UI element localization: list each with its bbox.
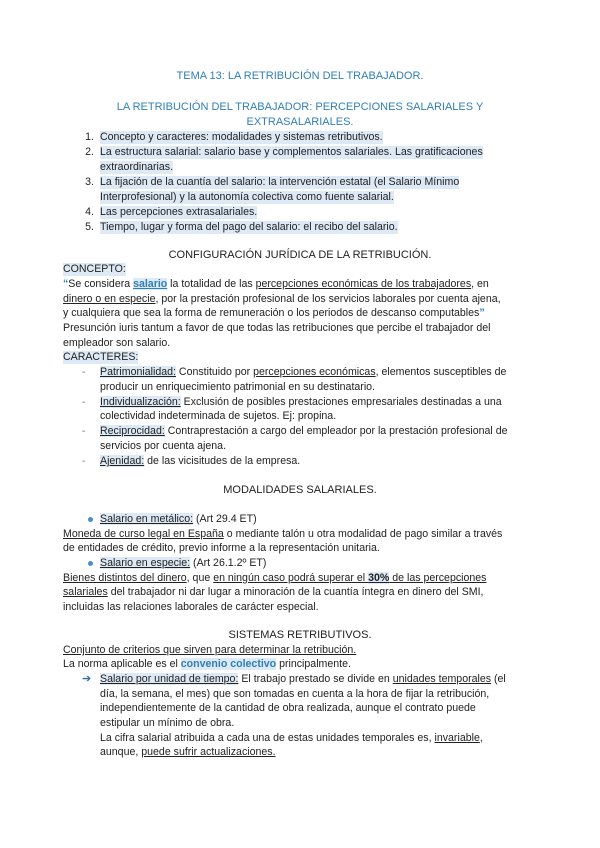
percepciones-term: percepciones económicas de los trabajadores [255,278,472,290]
unidad-line-2: día, la semana, el mes) que son tomadas en cuenta a la hora de fijar la retribución, [100,688,490,700]
subtitle-line-1: LA RETRIBUCIÓN DEL TRABAJADOR: PERCEPCIONES SALARIALES Y [116,101,484,113]
concepto-line-2: dinero o en especie, por la prestación profesional de los servicios laborales por cuenta ajena, [63,293,501,305]
metalico-line-1: Moneda de curso legal en España o mediante talón u otra modalidad de pago similar a través [63,528,503,540]
bullet-dot [88,517,93,522]
concepto-line-1: “Se considera salario la totalidad de las percepciones económicas de los trabajadores, en [63,278,489,290]
sistemas-title: SISTEMAS RETRIBUTIVOS. [228,629,372,641]
pct-highlight: 30% [368,572,390,584]
index-item: Tiempo, lugar y forma del pago del salario: el recibo del salario. [100,221,398,233]
cifra-line: La cifra salarial atribuida a cada una de estas unidades temporales es, invariable, [100,732,483,744]
unidad-line-4: estipular un mínimo de obra. [100,717,235,729]
especie-line-1: Bienes distintos del dinero, que en ningún caso podrá superar el 30% de las percepciones [63,572,487,584]
config-title: CONFIGURACIÓN JURÍDICA DE LA RETRIBUCIÓN. [168,249,432,261]
index-number: 2. [85,146,94,158]
index-item: La estructura salarial: salario base y complementos salariales. Las gratificaciones [100,146,483,158]
index-item: La fijación de la cuantía del salario: la intervención estatal (el Salario Mínimo [100,176,460,188]
norma-line: La norma aplicable es el convenio colectivo principalmente. [63,658,351,670]
caracter-patrimonialidad: Patrimonialidad: Constituido por percepciones económicas, elementos susceptibles de [100,366,507,378]
caracter-ajenidad: Ajenidad: de las vicisitudes de la empresa. [100,455,301,467]
index-item-cont: extraordinarias. [100,161,174,173]
modalidades-title: MODALIDADES SALARIALES. [223,484,377,496]
dash-bullet: - [82,397,86,408]
index-item-cont: Interprofesional) y la autonomía colectiva como fuente salarial. [100,191,394,203]
especie-line-3: incluidas las relaciones laborales de carácter especial. [63,601,319,613]
caracter-individualizacion: Individualización: Exclusión de posibles prestaciones empresariales destinadas a una [100,396,502,408]
dash-bullet: - [82,426,86,437]
especie-line-2: salariales del trabajador ni dar lugar a minoración de la cuantía íntegra en dinero del SMI, [63,586,484,598]
dash-bullet: - [82,456,86,467]
quote-close: ” [479,307,485,319]
arrow-right-icon: ➔ [82,673,92,685]
tema-title: TEMA 13: LA RETRIBUCIÓN DEL TRABAJADOR. [176,70,424,82]
unidad-line-1: Salario por unidad de tiempo: El trabajo prestado se divide en unidades temporales (el [100,673,506,685]
index-item: Las percepciones extrasalariales. [100,206,258,218]
especie-heading: Salario en especie: (Art 26.1.2º ET) [100,557,267,569]
dash-bullet: - [82,367,86,378]
caracter-reciprocidad-cont: servicios por cuenta ajena. [100,440,227,452]
index-number: 3. [85,176,94,188]
presuncion-line-2: empleador son salario. [63,337,171,349]
metalico-line-2: de entidades de crédito, previo informe a la representación unitaria. [63,542,380,554]
bullet-dot [88,561,93,566]
concepto-label: CONCEPTO: [63,263,126,275]
unidad-line-3: independientemente de la cantidad de obra realizada, aunque el contrato puede [100,702,476,714]
subtitle-line-2: EXTRASALARIALES. [246,116,354,128]
concepto-line-3: y cualquiera que sea la forma de remuneración o los periodos de descanso computables” [63,307,485,319]
index-item: Concepto y caracteres: modalidades y sistemas retributivos. [100,131,383,143]
aunque-line: aunque, puede sufrir actualizaciones. [100,746,276,758]
index-number: 4. [85,206,94,218]
caracter-individualizacion-cont: colectividad indeterminada de sujetos. Ej: propina. [100,410,337,422]
index-number: 1. [85,131,94,143]
index-number: 5. [85,221,94,233]
salario-term: salario [133,278,168,290]
caracteres-label: CARACTERES: [63,351,139,363]
convenio-term: convenio colectivo [180,658,277,670]
presuncion-line-1: Presunción iuris tantum a favor de que todas las retribuciones que percibe el trabajador del [63,322,491,334]
dinero-term: dinero o en especie [63,293,156,305]
sistemas-definition: Conjunto de criterios que sirven para determinar la retribución. [63,644,357,656]
caracter-reciprocidad: Reciprocidad: Contraprestación a cargo del empleador por la prestación profesional de [100,425,508,437]
metalico-heading: Salario en metálico: (Art 29.4 ET) [100,513,257,525]
caracter-patrimonialidad-cont: producir un enriquecimiento patrimonial en su destinatario. [100,381,376,393]
quote-open: “ [63,278,69,290]
